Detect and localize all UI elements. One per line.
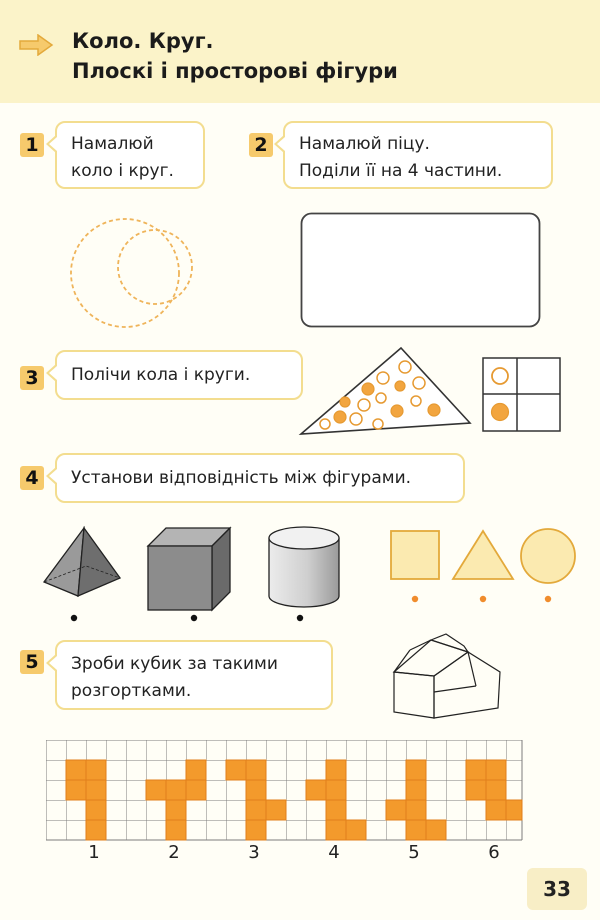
task-3-number: 3 xyxy=(20,366,44,390)
pizza-drawing-frame[interactable] xyxy=(300,212,542,330)
task-1-instruction xyxy=(55,121,205,189)
answer-table[interactable] xyxy=(482,357,562,433)
circle-icon xyxy=(518,526,578,608)
triangle-icon xyxy=(450,528,516,608)
task-1-number: 1 xyxy=(20,133,44,157)
title-line-2: Плоскі і просторові фігури xyxy=(72,59,398,83)
task-5-instruction xyxy=(55,640,333,710)
page-title xyxy=(72,26,398,86)
task-2-line-2: Поділи її на 4 частини. xyxy=(299,161,503,181)
task-2-number: 2 xyxy=(249,133,273,157)
task-2-line-1: Намалюй піцу. xyxy=(299,134,430,154)
open-cube-icon xyxy=(386,632,504,724)
net-label-1: 1 xyxy=(88,842,100,863)
task-1-line-1: Намалюй xyxy=(71,134,154,154)
task-5-line-1: Зроби кубик за такими xyxy=(71,654,278,674)
task-4-line-1: Установи відповідність між фігурами. xyxy=(71,468,412,488)
pyramid-icon xyxy=(40,524,126,624)
task-1-line-2: коло і круг. xyxy=(71,161,174,181)
net-label-2: 2 xyxy=(168,842,180,863)
cylinder-icon xyxy=(266,524,342,624)
dashed-circle-small xyxy=(118,230,192,304)
dashed-circle-large xyxy=(71,219,179,327)
task-2-instruction xyxy=(283,121,553,189)
task-4-instruction xyxy=(55,453,465,503)
filled-circle-icon xyxy=(492,404,509,421)
circles-triangle-figure xyxy=(298,345,474,437)
task-3-instruction xyxy=(55,350,303,400)
task-3-line-1: Полічи кола і круги. xyxy=(71,365,251,385)
cube-icon xyxy=(144,524,248,624)
task-4-number: 4 xyxy=(20,466,44,490)
title-line-1: Коло. Круг. xyxy=(72,29,214,53)
square-icon xyxy=(388,528,442,608)
net-label-5: 5 xyxy=(408,842,420,863)
arrow-icon xyxy=(18,34,54,56)
dashed-circles-drawing xyxy=(60,215,200,335)
task-5-line-2: розгортками. xyxy=(71,681,192,701)
cube-nets-grid xyxy=(40,738,524,842)
page-number: 33 xyxy=(527,868,587,910)
circle-outline-icon xyxy=(492,368,508,384)
net-label-4: 4 xyxy=(328,842,340,863)
task-5-number: 5 xyxy=(20,650,44,674)
net-label-6: 6 xyxy=(488,842,500,863)
net-label-3: 3 xyxy=(248,842,260,863)
